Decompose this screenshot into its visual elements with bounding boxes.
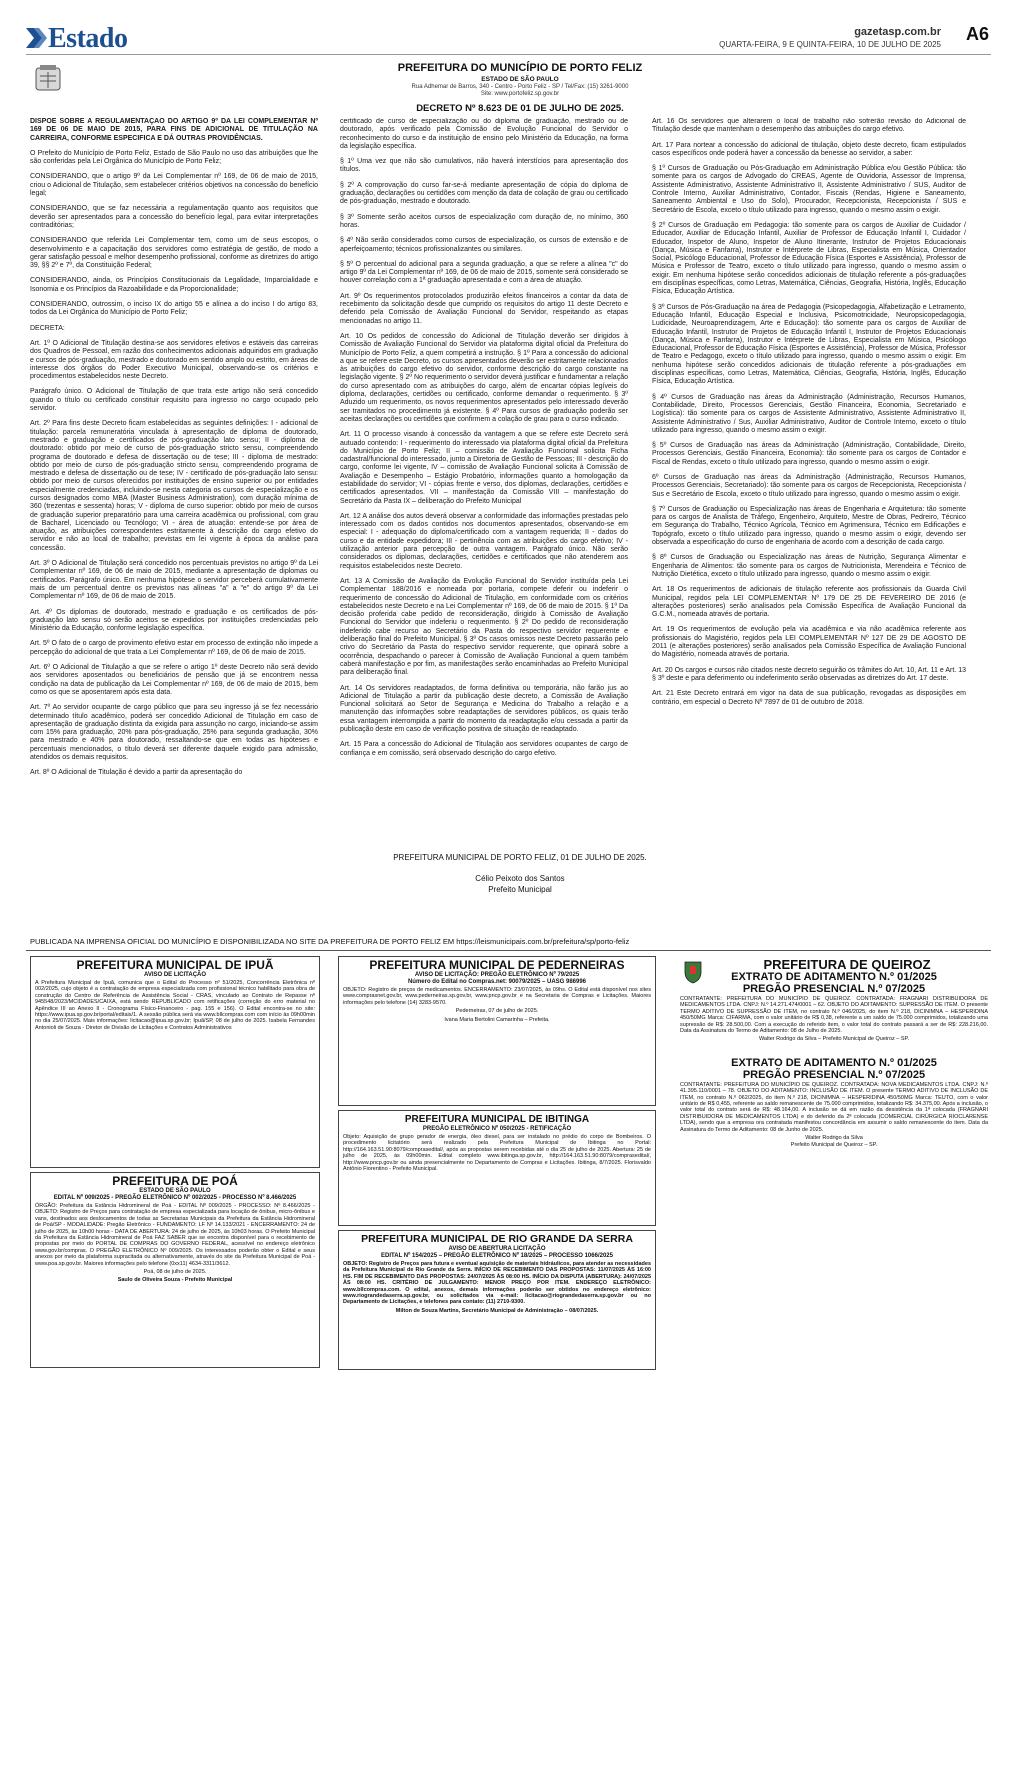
- signoff-place-date: PREFEITURA MUNICIPAL DE PORTO FELIZ, 01 DE JULHO DE 2025.: [393, 853, 647, 862]
- section-title: Estado: [48, 23, 128, 54]
- paragraph: § 8º Cursos de Graduação ou Especialização nas áreas de Nutrição, Segurança Alimentar e Engenharia de Alimentos: tão somente para os cargos de Nutricionista, Merendeira e Técnico de Nutrição Dietética, exceto o título utilizado para ingresso, quando o mesmo assim o exigir.: [652, 554, 966, 578]
- paragraph: Art. 11 O processo visando à concessão da vantagem a que se refere este Decreto será autuado contendo: I - requerimento do interessado via plataforma digital oficial da Prefeitura do Município de Porto Feliz; II – comissão de Avaliação Funcional solicita Ficha cadastral/funcional do interessado, junto a Diretoria de Gestão de Pessoas; III - descrição do cargo, conforme lei vigente, IV – comissão de Avaliação Funcional solicita à Comissão de Avaliação e Desempenho – Estágio Probatório, informações quanto a homologação da estabilidade do servidor; VI - cópias frente e verso, dos diplomas, declarações, certidões e certificados apresentados. VII – manifestação da Comissão VIII – manifestação do Secretário da Pasta IX – deliberação do Prefeito Municipal: [340, 431, 628, 505]
- header-divider: [26, 54, 991, 55]
- paragraph: § 7º Cursos de Graduação ou Especialização nas áreas de Engenharia e Arquitetura: tão somente para os cargos de Analista de Tráfego, Engenheiro, Arquiteto, Mestre de Obras, Pedreiro, Técnico em Segurança do Trabalho, Técnico Agrícola, Técnico em Agrimensura, Técnico em Edificações e Topógrafo, exceto o título utilizado para ingresso, quando o mesmo assim o exigir, devendo ser observada a especificação do curso de engenharia de acordo com a descrição de cada cargo.: [652, 505, 966, 547]
- extract-2-body: CONTRATANTE: PREFEITURA DO MUNICÍPIO DE QUEIROZ. CONTRATADA: NOVA MEDICAMENTOS LTDA. CNPJ: N.º 41.395.110/0001 – 78. OBJETO DO ADITAMENTO: INCLUSÃO DE ITEM. O presente TERMO ADITIVO DE INCLUSÃO DE ITEM, no contrato N.º 062/2025, do item N.º 218, DICINIMNA – HESPERIDINA 450/50MG Marca: TEUTO, com o valor unitário de R$ 0,455, referente ao saldo remanescente de 75.000 comprimidos, totalizando R$: 34.375,00. Após a inclusão, o valor total do contrato será de R$: 48.164,00. A inclusão se dá em razão da desistência da 1ª colocada (FRAGNARI DISTRIBUIDORA DE MEDICAMENTOS LTDA) e do deferido da 2ª colocada (COMERCIAL CIRÚRGICA RIOCLARENSE LTDA), sendo que a empresa ora contratada manifestou concordância em assumir o saldo remanescente do item. Data da Assinatura do Termo de Aditamento: 08 de Junho de 2025.: [680, 1081, 988, 1133]
- paragraph: Art. 12 A análise dos autos deverá observar a conformidade das informações prestadas pelo interessado com os dados contidos nos documentos apresentados, observando-se em especial: I - adequação do diploma/certificado com a vantagem requerida; II - dados do curso e da entidade expedidora; III - pertinência com as atribuições do cargo efetivo; IV - utilização anterior para percepção de outra vantagem. Parágrafo único. Não serão considerados os diplomas, declarações, certidões e certificados que não atenderem aos requisitos estabelecidos neste Decreto.: [340, 512, 628, 570]
- paragraph: Art. 16 Os servidores que alterarem o local de trabalho não sofrerão revisão do Adicional de Titulação desde que mantenham o desempenho das atribuições do cargo efetivo.: [652, 118, 966, 134]
- paragraph: Art. 1º O Adicional de Titulação destina-se aos servidores efetivos e estáveis das carreiras dos Quadros de Pessoal, em razão dos conhecimentos adicionais adquiridos em graduação e cursos de pós-graduação, mestrado e doutorado em sentido amplo ou estrito, em áreas de interesse dos órgãos do Poder Executivo Municipal, observando-se os critérios e procedimentos estabelecidos neste Decreto.: [30, 339, 318, 381]
- paragraph: Art. 2º Para fins deste Decreto ficam estabelecidas as seguintes definições: I - adicional de titulação: parcela remuneratória vinculada à apresentação de diploma de doutorado, mestrado e graduação e certificados de pós-graduação lato sensu; II - diploma de doutorado: obtido por meio de curso de pós-graduação stricto sensu, compreendendo programa de doutorado e defesa de dissertação ou de tese; III - diploma de mestrado: obtido por meio de curso de pós-graduação stricto sensu, compreendendo programa de mestrado e defesa de dissertação ou de tese; IV - certificado de pós-graduação lato sensu: obtido por meio de cursos oferecidos por instituições de ensino superior ou por entidades especialmente credenciadas, incluindo-se nesta categoria os cursos de especialização e os cursos designados como MBA (Master Business Administration), com duração mínima de 360 (trezentas e sessenta) horas; V - diploma de curso superior: obtido por meio de cursos de graduação superior preparatório para uma carreira acadêmica ou profissional, com grau de Bacharel, Licenciado ou Tecnólogo; VI - área de atuação: entende-se por área de atuação, as atribuições correspondentes estritamente à descrição do cargo efetivo do servidor e não ao local de trabalho; previstas em lei vigente à época da análise para concessão.: [30, 420, 318, 552]
- paragraph: § 4º Cursos de Graduação nas áreas da Administração (Administração, Recursos Humanos, Contabilidade, Direito, Processos Gerenciais, Gestão Financeira, Economia, Secretariado e Logística): tão somente para os cargos de Assistente Administrativo, Assistente Administrativo II, Assistente Administrativo / Sus, Auxiliar Administrativo, Auditor de Controle Interno, exceto o título utilizado para ingresso, quando o mesmo assim o exigir.: [652, 393, 966, 434]
- decree-signoff: [200, 852, 840, 895]
- paragraph: Art. 14 Os servidores readaptados, de forma definitiva ou temporária, não farão jus ao Adicional de Titulação a partir da publicação deste decreto, a Comissão de Avaliação Funcional solicitará ao Setor de Segurança e Medicina do Trabalho a relação e a manutenção das informações sobre readaptações de servidores públicos, os quais terão essa vantagem interrompida a partir do momento da readaptação e/ou cessada a partir da publicação deste em caso de verificação positiva de situação de readaptado.: [340, 684, 628, 733]
- notice-title: PREFEITURA MUNICIPAL DE RIO GRANDE DA SERRA: [361, 1233, 633, 1245]
- extract-1-body: CONTRATANTE: PREFEITURA DO MUNICÍPIO DE QUEIROZ. CONTRATADA: FRAGNARI DISTRIBUIDORA DE MEDICAMENTOS LTDA. CNPJ: N.º 14.271.474/0001 – 62. OBJETO DO ADITAMENTO: SUPRESSÃO DE ITEM. O presente TERMO ADITIVO DE SUPRESSÃO DE ITEM, no contrato N.º 046/2025, do item N.º 218, DICINIMNA – HESPERIDINA 450/50MG Marca: CIFARMA, com o valor unitário de R$ 0,38, referente a um saldo de 75.000 comprimidos, totalizando uma supressão de R$: 28.500,00. Com a execução do referido item, o valor total do contrato passará a ser de R$: 228.216,00. Data da Assinatura do Termo de Aditamento: 08 de Julho de 2025.: [680, 996, 988, 1035]
- notice-subtitle: AVISO DE LICITAÇÃO: [143, 972, 207, 978]
- extract-1-title: EXTRATO DE ADITAMENTO N.º 01/2025: [731, 971, 937, 983]
- paragraph: O Prefeito do Município de Porto Feliz, Estado de São Paulo no uso das atribuições que lhe são conferidas pela Lei Orgânica do Município de Porto Feliz;: [30, 149, 318, 166]
- notice-title: PREFEITURA MUNICIPAL DE PEDERNEIRAS: [369, 958, 625, 972]
- notice-subtitle: AVISO DE LICITAÇÃO: PREGÃO ELETRÔNICO Nº 79/2025: [414, 972, 580, 978]
- notice-title: PREFEITURA MUNICIPAL DE IBITINGA: [404, 1114, 590, 1125]
- decree-summary: DISPÕE SOBRE A REGULAMENTAÇÃO DO ARTIGO 9º DA LEI COMPLEMENTAR Nº 169 DE 06 DE MAIO DE 2015, PARA FINS DE ADICIONAL DE TITULAÇÃO NA CARREIRA, CONFORME ESPECIFICA E DÁ OUTRAS PROVIDÊNCIAS.: [30, 118, 318, 142]
- paragraph: CONSIDERANDO, que se faz necessária a regulamentação quanto aos requisitos que deverão ser apresentados para a concessão do benefício legal, para evitar interpretações contraditórias;: [30, 205, 318, 229]
- paragraph: Art. 13 A Comissão de Avaliação da Evolução Funcional do Servidor instituída pela Lei Complementar 188/2016 e nomeada por portaria, compete deferir ou indeferir o requerimento de concessão do Adicional de Titulação, em conformidade com os critérios estabelecidos neste Decreto e na Lei Complementar nº 169, de 06 de maio de 2015. § 1º Da decisão proferida cabe pedido de reconsideração, dirigido à Comissão de Avaliação Funcional do Servidor que indeferiu o requerimento. § 2º Do pedido de reconsideração indeferido cabe recurso ao Secretário da Pasta do respectivo servidor requerente e deliberação final do Prefeito Municipal. § 3º Os casos omissos neste Decreto passarão pelo crivo do Secretário da Pasta do respectivo servidor requerente, que opinará sobre a ocorrência, despachando o parecer à Comissão de Avaliação Funcional a quem também caberá manifestação e por fim, as manifestações serão encaminhadas ao Prefeito Municipal para deliberação final.: [340, 577, 628, 677]
- notice-signer: Ivana Maria Bertolini Camarinha – Prefeita.: [444, 1016, 550, 1023]
- signer-role: Prefeito Municipal: [488, 885, 552, 894]
- paragraph: Art. 9º Os requerimentos protocolados produzirão efeitos financeiros a contar da data de recebimento da solicitação desde que cumprido os requisitos do artigo 11 deste Decreto e deferido pela Comissão de Avaliação Funcional do Servidor, respeitando as etapas mencionadas no artigo 11.: [340, 292, 628, 325]
- paragraph: Art. 15 Para a concessão do Adicional de Titulação aos servidores ocupantes de cargo de confiança e em comissão, será observado descrição do cargo efetivo.: [340, 741, 628, 757]
- notice-ref: Número do Edital no Compras.net: 90079/2025 – UASG 986996: [407, 979, 587, 985]
- paragraph: § 5º O percentual do adicional para a segunda graduação, a que se refere a alínea "c" do artigo 9º da Lei Complementar nº 169, de 06 de maio de 2015, somente será considerado se houver correlação com a 1ª graduação apresentada e com a área de atuação.: [340, 260, 628, 285]
- extract-2-signer: Walter Rodrigo da Silva: [805, 1135, 863, 1142]
- paragraph: CONSIDERANDO, ainda, os Princípios Constitucionais da Legalidade, Imparcialidade e Isonomia e os Princípios da Razoabilidade e da Proporcionalidade;: [30, 277, 318, 293]
- paragraph: Art. 8º O Adicional de Titulação é devido a partir da apresentação do: [30, 769, 243, 777]
- notice-body: Objeto: Aquisição de grupo gerador de energia, óleo diesel, para ser instalado no prédio do corpo de Bombeiros. O procedimento licitatório será realizado pela Prefeitura Municipal de Ibitinga no Portal: http://164.163.51.90:8079/comprasedital/, após as propostas serem recebidas até o dia 25 de julho de 2025. Abertura: 25 de julho de 2025, às 09h00min. Edital completo www.ibitinga.sp.gov.br, http://164.163.51.90:8079/comprasedital/, http://www.pncp.gov.br ou ainda presencialmente no Departamento de Compras e Licitações. Ibitinga, 8/7/2025. Florisvaldo Antônio Fiorentino - Prefeito Municipal.: [343, 1134, 651, 1173]
- notice-subtitle: ESTADO DE SÃO PAULO: [139, 1188, 211, 1194]
- paragraph: Art. 10 Os pedidos de concessão do Adicional de Titulação deverão ser dirigidos à Comissão de Avaliação Funcional do Servidor via plataforma digital oficial da Prefeitura do Município de Porto Feliz, a quem competirá a instrução. § 1º Para a concessão do adicional a que se refere este Decreto, os cursos apresentados deverão ser estritamente relacionados às atribuições do cargo efetivo do servidor, conforme descrição do cargo constante na legislação vigente. § 2º No requerimento o servidor deverá justificar e fundamentar a relação do curso apresentado com as atribuições do cargo, além de encartar cópias legíveis do diploma, declarações, certidões ou certificado, conforme demandar o requerimento. § 3º Aduzido um requerimento, os novos requerimentos apresentados pelo interessado deverão ser tramitados no procedimento já existente. § 4º Para cursos de graduação poderão ser aceitas declarações ou certidões que confirmem a colação de grau para o curso indicado.: [340, 332, 628, 423]
- notice-signer: Saulo de Oliveira Souza - Prefeito Municipal: [117, 1277, 233, 1284]
- paragraph: § 1º Uma vez que não são cumulativos, não haverá interstícios para apresentação dos títulos.: [340, 158, 628, 174]
- notice-date: Pederneiras, 07 de julho de 2025.: [455, 1008, 539, 1015]
- paragraph: Art. 6º O Adicional de Titulação a que se refere o artigo 1º deste Decreto não será devido aos servidores aposentados ou beneficiários de pensão que já se encontrem nessa condição na data de publicação da Lei Complementar nº 169, de 06 de maio de 2015, bem como os que se aposentarem após esta data.: [30, 664, 318, 696]
- edition-date: QUARTA-FEIRA, 9 E QUINTA-FEIRA, 10 DE JULHO DE 2025: [719, 40, 941, 49]
- notice-subtitle: AVISO DE ABERTURA LICITAÇÃO: [448, 1246, 546, 1252]
- notice-title: PREFEITURA DE POÁ: [112, 1174, 238, 1188]
- notice-ibitinga: [338, 1110, 656, 1226]
- double-chevron-icon: [26, 28, 48, 48]
- extract-2-role: Prefeito Municipal de Queiroz – SP.: [790, 1141, 878, 1148]
- paragraph: CONSIDERANDO, que o artigo 9º da Lei Complementar nº 169, de 06 de maio de 2015, criou o Adicional de Titulação, sem estabelecer critérios objetivos na concessão do benefício legal;: [30, 173, 318, 198]
- notice-body: ÓRGÃO: Prefeitura da Estância Hidromineral de Poá - EDITAL Nº 009/2025 - PROCESSO: Nº 8.466/2025 - OBJETO: Registro de Preços para contratação de empresa especializada para locação de ônibus, micro-ônibus e vans, destinados aos deslocamentos de todas as Secretarias Municipais da Prefeitura da Estância Hidromineral de Poá/SP - MODALIDADE: Pregão Eletrônico - FUNDAMENTO: LF Nº 14.133/2021 - ENCERRAMENTO: 24 de julho de 2025, às 10h00 horas - DATA DE ABERTURA: 24 de julho de 2025, às 10h03 horas. O Prefeito Municipal da Prefeitura da Estância Hidromineral de Poá FAZ SABER que se encontra disponível para o recebimento de propostas por meio do PORTAL DE COMPRAS DO GOVERNO FEDERAL, acessível no endereço eletrônico www.gov.br/compras. O PREGÃO ELETRÔNICO Nº 009/2025. Os interessados poderão obter o Edital e seus anexos por meio da plataforma supracitada ou alternativamente, através do site da Prefeitura Municipal de Poá - www.poa.sp.gov.br. Maiores informações pelo telefone (0xx11) 4634-3311/3612.: [35, 1203, 315, 1267]
- notice-heading: EDITAL Nº 154/2025 – PREGÃO ELETRÔNICO Nº 18/2025 – PROCESSO 1066/2025: [381, 1253, 613, 1259]
- notice-signer: Milton de Souza Martins, Secretário Municipal de Administração – 08/07/2025.: [395, 1307, 599, 1314]
- notice-body: OBJETO: Registro de preços de medicamentos. ENCERRAMENTO: 23/07/2025, às 09hs. O Edital está disponível nos sites www.comprasnet.gov.br, www.pederneiras.sp.gov.br, www.pncp.gov.br e na Secretaria de Compras e Licitações. Maiores informações pelo telefone (14) 3283-9570.: [343, 987, 651, 1006]
- extract-2-title: EXTRATO DE ADITAMENTO N.º 01/2025: [731, 1056, 937, 1069]
- paragraph: § 5º Cursos de Graduação nas áreas da Administração (Administração, Contabilidade, Direito, Processos Gerenciais, Gestão Financeira, Economia): tão somente para os cargos de Contador e Fiscal de Rendas, exceto o título utilizado para ingresso, quando o mesmo assim o exigir.: [652, 442, 966, 466]
- paragraph: Art. 18 Os requerimentos de adicionais de titulação referente aos profissionais da Guarda Civil Municipal, regidos pela LEI COMPLEMENTAR Nº 179 DE 25 DE FEVEREIRO DE 2016 (e alterações posteriores) serão analisados pela Comissão Específica de Avaliação Funcional da G.C.M., nomeada através de portaria.: [652, 586, 966, 619]
- signer-name: Célio Peixoto dos Santos: [475, 874, 565, 883]
- extract-2-subtitle: PREGÃO PRESENCIAL N.º 07/2025: [742, 1068, 926, 1081]
- notice-date: Poá, 08 de julho de 2025.: [143, 1269, 207, 1276]
- notice-ipua: [30, 956, 320, 1168]
- notice-title: PREFEITURA DE QUEIROZ: [763, 957, 931, 972]
- extract-1-subtitle: PREGÃO PRESENCIAL N.º 07/2025: [742, 983, 926, 995]
- page-number: A6: [965, 24, 989, 44]
- notice-title: PREFEITURA MUNICIPAL DE IPUÃ: [76, 958, 274, 972]
- newspaper-site: gazetasp.com.br: [854, 26, 941, 38]
- decree-title: DECRETO Nº 8.623 DE 01 DE JULHO DE 2025.: [416, 103, 624, 114]
- paragraph: CONSIDERANDO que referida Lei Complementar tem, como um de seus escopos, o desenvolvimento e a capacitação dos servidores como estratégia de gestão, de modo a gerar satisfação pessoal e melhor desempenho profissional, conforme as diretrizes do artigo 39, §§ 2º e 7º, da Constituição Federal;: [30, 237, 318, 270]
- paragraph: Parágrafo único. O Adicional de Titulação de que trata este artigo não será concedido quando o título ou certificado constituir requisito para ingresso no cargo ocupado pelo servidor.: [30, 388, 318, 413]
- notice-pederneiras: [338, 956, 656, 1106]
- municipality-site: Site: www.portofeliz.sp.gov.br: [480, 91, 560, 97]
- paragraph: § 4º Não serão considerados como cursos de especialização, os cursos de extensão e de aperfeiçoamento; técnicos profissionalizantes ou similares.: [340, 237, 628, 253]
- paragraph: CONSIDERANDO, outrossim, o inciso IX do artigo 55 e alínea a do inciso I do artigo 83, todos da Lei Orgânica do Município de Porto Feliz;: [30, 301, 318, 317]
- decree-column-3: [652, 118, 966, 838]
- municipality-state: ESTADO DE SÃO PAULO: [481, 76, 559, 83]
- paragraph: Art. 17 Para nortear a concessão do adicional de titulação, objeto deste decreto, ficam estipulados casos específicos onde poderá haver a concessão da benesse ao servidor, a saber:: [652, 141, 966, 157]
- notice-poa: [30, 1172, 320, 1368]
- municipality-address: Rua Adhemar de Barros, 340 - Centro - Porto Feliz - SP / Tel/Fax: (15) 3261-9000: [411, 84, 629, 90]
- municipality-title: PREFEITURA DO MUNICÍPIO DE PORTO FELIZ: [397, 62, 643, 74]
- paragraph: Art. 20 Os cargos e cursos não citados neste decreto seguirão os trâmites do Art. 10, Art. 11 e Art. 13 § 3º deste e para deferimento ou indeferimento serão observadas as diretrizes do Art. 17 deste.: [652, 666, 966, 682]
- paragraph: § 2º A comprovação do curso far-se-á mediante apresentação de cópia do diploma de graduação, declarações ou certidões com menção da data de colação de grau ou certificado de pós-graduação, mestrado e doutorado.: [340, 181, 628, 206]
- notice-body: OBJETO: Registro de Preços para futura e eventual aquisição de materiais hidráulicos, para atender as necessidades da Prefeitura Municipal de Rio Grande da Serra. INÍCIO DE RECEBIMENTO DAS PROPOSTAS: 11/07/2025 ÀS 16:00 HS. FIM DE RECEBIMENTO DAS PROPOSTAS: 24/07/2025 ÀS 08:00 HS. INÍCIO DA DISPUTA (ABERTURA): 24/07/2025 ÀS 08:00 HS. CRITÉRIO DE JULGAMENTO: MENOR PREÇO POR ITEM. ENDEREÇO ELETRÔNICO: www.bllcompras.com. O edital, anexos, demais informações poderão ser obtidos no endereço eletrônico: www.riograndedaserra.sp.gov.br, ou solicitados via e-mail: licitacao@riograndedaserra.sp.gov.br ou no Departamento de Licitações, e telefones para contato: (11) 2710-9300.: [343, 1261, 651, 1306]
- paragraph: Art. 7º Ao servidor ocupante de cargo público que para seu ingresso já se fez necessário determinado título acadêmico, poderá ser concedido Adicional de Titulação em caso de apresentação de graduação distinta da exigida para assunção no cargo, iniciando-se assim com 15% para graduação, 20% para pós-graduação, 25% para segunda graduação, 30% para mestrado e 40% para doutorado, ressaltando-se que em todas as hipóteses e percentuais mencionados, o título deverá ser diferente daquele exigido para admissão, atendidos os demais requisitos.: [30, 704, 318, 761]
- notice-heading: EDITAL Nº 009/2025 - PREGÃO ELETRÔNICO Nº 002/2025 - PROCESSO Nº 8.466/2025: [53, 1195, 297, 1201]
- paragraph: Art. 4º Os diplomas de doutorado, mestrado e graduação e os certificados de pós-graduação lato sensu só serão aceitos se expedidos por instituições credenciadas pelo Ministério da Educação, conforme legislação específica.: [30, 608, 318, 633]
- paragraph: Art. 3º O Adicional de Titulação será concedido nos percentuais previstos no artigo 9º da Lei Complementar nº 169, de 06 de maio de 2015, mediante a apresentação de diplomas ou certificados. Parágrafo único. Em nenhuma hipótese o servidor perceberá cumulativamente mais de um percentual dentre os previstos nas alíneas "a" a "e" do artigo 9º da Lei Complementar nº 169, de 06 de maio de 2015.: [30, 560, 318, 601]
- paragraph: § 1º Cursos de Graduação ou Pós-Graduação em Administração Pública e/ou Gestão Pública: tão somente para os cargos de Advogado do CREAS, Agente de Ouvidoria, Assessor de Imprensa, Assistente Administrativo, Assistente Administrativo II, Assistente Administrativo / SUS, Auditor de Controle Interno, Auxiliar Administrativo, Contador, Fiscais (Rendas, Higiene e Saneamento, Saneamento Ambiental e Uso do Solo), Procurador, Recepcionista, Recepcionista / SUS e Secretário de Escola, exceto o título utilizado para ingresso, quando o mesmo assim o exigir.: [652, 165, 966, 214]
- paragraph: § 2º Cursos de Graduação em Pedagogia: tão somente para os cargos de Auxiliar de Cuidador / Educador, Auxiliar de Educação Infantil, Auxiliar de Professor de Educação Infantil I, Cuidador / Educador, Inspetor de Aluno, Inspetor de Aluno Itinerante, Instrutor de Projetos Educacionais (Dança, Música e Fanfarra), Instrutor e Intérprete de Libras, Especialista em Música, Orientador Social, Psicólogo Educacional, Professor de Educação Física (Esportes e Assistência), Professor de Música e Professor de Teatro, exceto o título utilizado para ingresso, quando o mesmo assim o exigir. Em nenhuma hipótese serão concedidos adicionais de titulação referente a pós-graduações em disciplinas específicas, como Letras, Matemática, Ciências, Geografia, História, Inglês, Educação Física, Educação Artística.: [652, 221, 966, 296]
- paragraph: 6º Cursos de Graduação nas áreas da Administração (Administração, Recursos Humanos, Processos Gerenciais, Secretariado): tão somente para os cargos de Recepcionista, Recepcionista / Sus e Secretário de Escola, exceto o título utilizado para ingresso, quando o mesmo assim o exigir.: [652, 473, 966, 498]
- notice-queiroz: [676, 956, 992, 1370]
- notice-rio-grande-da-serra: [338, 1230, 656, 1370]
- decree-column-2: [340, 118, 628, 838]
- paragraph: § 3º Somente serão aceitos cursos de especialização com duração de, no mínimo, 360 horas.: [340, 213, 628, 229]
- paragraph: DECRETA:: [30, 324, 65, 332]
- paragraph: certificado de curso de especialização ou do diploma de graduação, mestrado ou de doutorado, após verificado pela Comissão de Evolução Funcional do Servidor o reconhecimento do curso e da instituição de ensino pelo Ministério da Educação, na forma da legislação específica.: [340, 118, 628, 150]
- paragraph: § 3º Cursos de Pós-Graduação na área de Pedagogia (Psicopedagogia, Alfabetização e Letramento, Educação Infantil, Educação Especial e Inclusiva, Psicomotricidade, Neuropsicopedagogia, Ludicidade, Neuroaprendizagem, Arte e Educação): tão somente para os cargos de Auxiliar de Educação Infantil, Instrutor de Projetos de Educação Infantil I, Instrutor de Projetos Educacionais (Dança, Música e Fanfarra), Instrutor e Intérprete de Libras, Especialista em Música, Psicólogo Educacional, Professor de Educação Física (Esportes e Assistência), Professor de Música, Professor de Teatro e Pedagogo, exceto o título utilizado para ingresso, quando o mesmo assim o exigir. Em nenhuma hipótese serão concedidos adicionais de titulação referente a pós-graduações em disciplinas específicas, como Letras, Matemática, Ciências, Geografia, História, Inglês, Educação Física, Educação Artística.: [652, 303, 966, 386]
- publication-note: PUBLICADA NA IMPRENSA OFICIAL DO MUNICÍPIO E DISPONIBILIZADA NO SITE DA PREFEITURA DE PORTO FELIZ EM https://leismunicipais.com.br/prefeitura/sp/porto-feliz: [30, 937, 630, 946]
- paragraph: Art. 21 Este Decreto entrará em vigor na data de sua publicação, revogadas as disposições em contrário, em especial o Decreto Nº 7897 de 01 de outubro de 2018.: [652, 690, 966, 706]
- notice-subtitle: PREGÃO ELETRÔNICO Nº 050/2025 - RETIFICAÇÃO: [422, 1126, 572, 1132]
- extract-1-signer: Walter Rodrigo da Silva – Prefeito Municipal de Queiroz – SP.: [758, 1036, 910, 1043]
- paragraph: Art. 19 Os requerimentos de evolução pela via acadêmica e via não acadêmica referente aos profissionais do Magistério, regidos pela LEI COMPLEMENTAR Nº 127 DE 29 DE AGOSTO DE 2011 (e alterações posteriores) serão analisados pela Comissão Específica de Avaliação Funcional do Magistério, nomeada através de portaria.: [652, 626, 966, 659]
- notice-body: A Prefeitura Municipal de Ipuã, comunica que o Edital do Processo nº 51/2025, Concorrência Eletrônica nº 002/2025, cujo objeto é a contratação de empresa especializada com profissional técnico habilitado para obra de construção do Centro de Referência de Assistência Social - CRAS, vinculado ao Contrato de Repasse nº 945548/2023/MCIDADES/CAIXA, está sendo REPUBLICADO com retificações (correção do erro material no Apêndice III ao Anexo II - Cronograma Físico-Financeiro - pag. 155 e 156). O Edital encontra-se no site: https://www.ipua.sp.gov.br/portal/editais/1. A sessão pública será via www.bllcompras.com com início às 09h00min no dia 25/07/2025. Mais informações: licitacao@ipua.sp.gov.br; Ipuã/SP, 08 de julho de 2025. Isabela Fernandes Antonioli de Souza - Diretor de Divisão de Licitações e Contratos Administrativos: [35, 980, 315, 1031]
- municipal-crest-icon: [34, 64, 62, 94]
- paragraph: Art. 5º O fato de o cargo de provimento efetivo estar em processo de extinção não impede a percepção do adicional de que trata a Lei Complementar nº 169, de 06 de maio de 2015.: [30, 640, 318, 656]
- section-divider: [26, 950, 991, 951]
- decree-column-1: [30, 118, 318, 838]
